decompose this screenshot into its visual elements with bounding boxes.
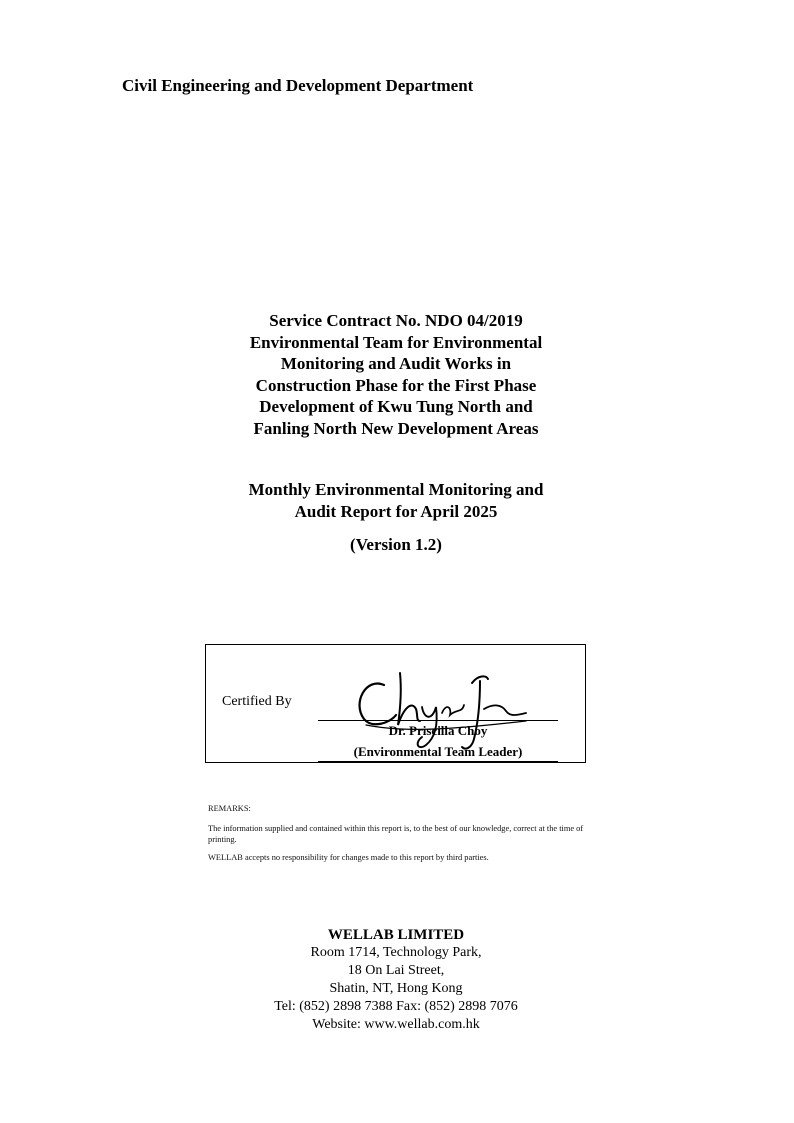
company-info [200, 926, 592, 1034]
address-line: Shatin, NT, Hong Kong [329, 981, 463, 996]
report-title-line: Monthly Environmental Monitoring and [248, 480, 544, 499]
title-line: Environmental Team for Environmental [249, 332, 543, 352]
department-name: Civil Engineering and Development Department [122, 76, 474, 95]
title-line: Service Contract No. NDO 04/2019 [269, 311, 523, 330]
title-line: Monitoring and Audit Works in [280, 354, 512, 373]
contact-line: Tel: (852) 2898 7388 Fax: (852) 2898 7076 [274, 999, 518, 1014]
signature-line [318, 720, 558, 721]
signer-name: Dr. Priscilla Choy [388, 723, 488, 738]
company-name: WELLAB LIMITED [327, 927, 465, 943]
website-line: Website: www.wellab.com.hk [312, 1017, 480, 1032]
remarks-section [208, 803, 588, 870]
report-title [200, 479, 592, 522]
version-label: (Version 1.2) [350, 535, 442, 554]
address-line: 18 On Lai Street, [347, 963, 445, 978]
signer-role: (Environmental Team Leader) [353, 744, 523, 759]
certified-by-label: Certified By [222, 694, 292, 709]
title-line: Development of Kwu Tung North and [259, 397, 533, 416]
remarks-paragraph: WELLAB accepts no responsibility for changes made to this report by third parties. [208, 853, 489, 862]
title-line: Fanling North New Development Areas [253, 418, 539, 438]
remarks-heading: REMARKS: [208, 804, 251, 813]
contract-title [200, 310, 592, 439]
role-underline [318, 761, 558, 762]
remarks-paragraph: The information supplied and contained within this report is, to the best of our knowledge, correct at the time of printing. [208, 824, 584, 844]
report-title-line: Audit Report for April 2025 [294, 501, 498, 521]
title-line: Construction Phase for the First Phase [255, 375, 537, 395]
certification-box [205, 644, 586, 763]
address-line: Room 1714, Technology Park, [310, 945, 482, 960]
